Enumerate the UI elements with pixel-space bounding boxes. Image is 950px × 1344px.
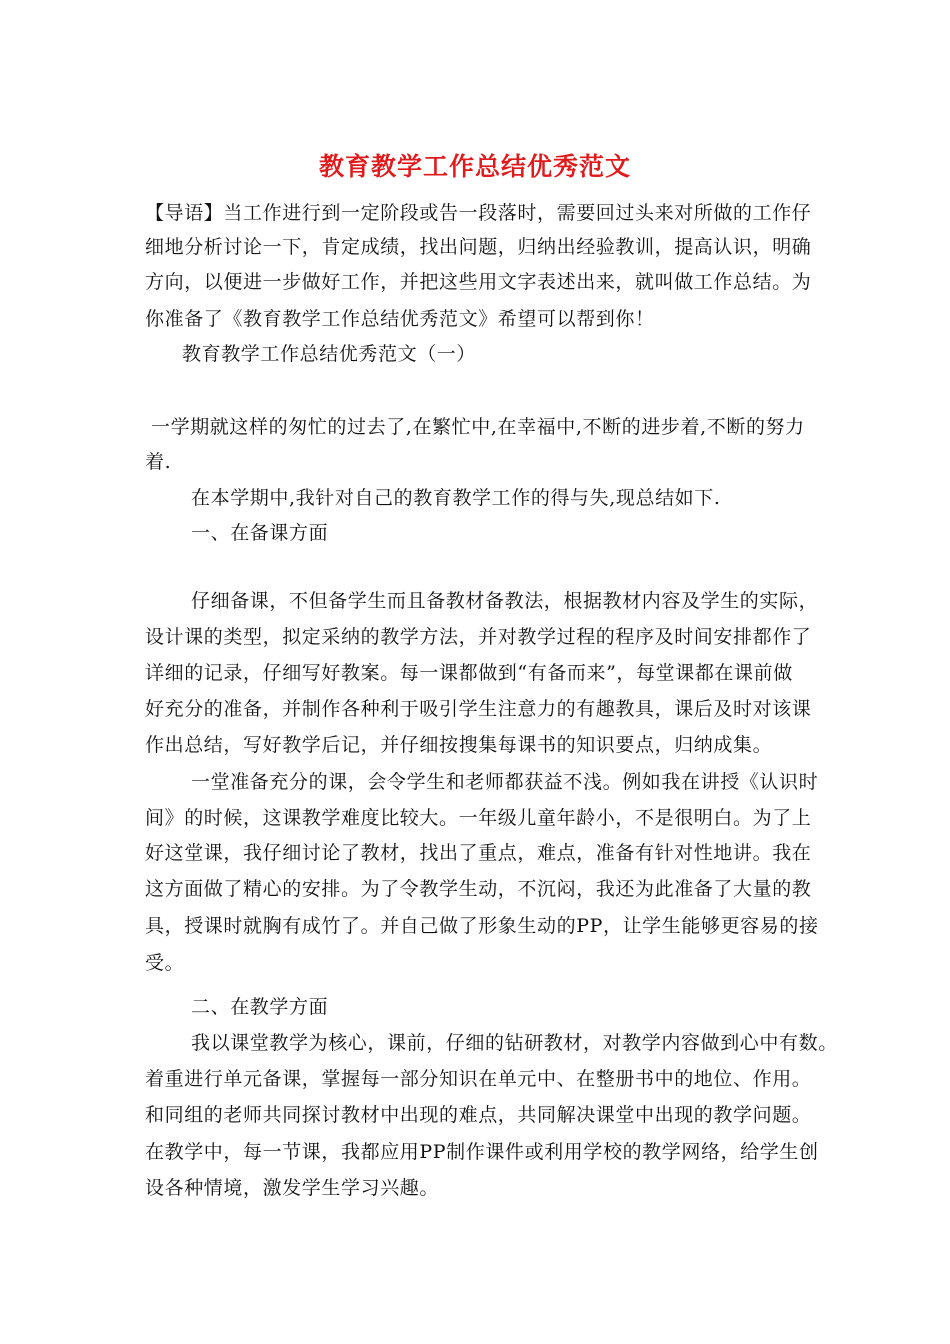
intro-line: 方向，以便进一步做好工作，并把这些用文字表述出来，就叫做工作总结。为	[145, 271, 812, 293]
opening-line: 着.	[145, 451, 172, 473]
paragraph-line: 受。	[145, 952, 185, 974]
section-heading: 二、在教学方面	[191, 996, 329, 1018]
paragraph-line: 设计课的类型，拟定采纳的教学方法，并对教学过程的程序及时间安排都作了	[145, 626, 812, 648]
paragraph-line: 在教学中，每一节课，我都应用PP制作课件或利用学校的教学网络，给学生创	[145, 1141, 819, 1163]
paragraph-line: 好这堂课，我仔细讨论了教材，找出了重点，难点，准备有针对性地讲。我在	[145, 842, 812, 864]
paragraph-line: 好充分的准备，并制作各种利于吸引学生注意力的有趣教具，课后及时对该课	[145, 698, 812, 720]
paragraph-line: 一堂准备充分的课，会令学生和老师都获益不浅。例如我在讲授《认识时	[191, 771, 819, 793]
section-heading: 一、在备课方面	[191, 522, 329, 544]
intro-line: 你准备了《教育教学工作总结优秀范文》希望可以帮到你！	[145, 308, 655, 330]
paragraph-line: 我以课堂教学为核心，课前，仔细的钻研教材，对教学内容做到心中有数。	[191, 1032, 838, 1054]
intro-line: 细地分析讨论一下，肯定成绩，找出问题，归纳出经验教训，提高认识，明确	[145, 236, 812, 258]
opening-line: 一学期就这样的匆忙的过去了,在繁忙中,在幸福中,不断的进步着,不断的努力	[151, 416, 805, 438]
document-title: 教育教学工作总结优秀范文	[318, 152, 631, 181]
intro-line: 【导语】当工作进行到一定阶段或告一段落时，需要回过头来对所做的工作仔	[145, 202, 812, 224]
summary-intro: 在本学期中,我针对自己的教育教学工作的得与失,现总结如下.	[191, 487, 721, 509]
paragraph-line: 设各种情境，激发学生学习兴趣。	[145, 1177, 440, 1199]
paragraph-line: 这方面做了精心的安排。为了令教学生动，不沉闷，我还为此准备了大量的教	[145, 878, 812, 900]
paragraph-line: 具，授课时就胸有成竹了。并自己做了形象生动的PP，让学生能够更容易的接	[145, 915, 819, 937]
paragraph-line: 和同组的老师共同探讨教材中出现的难点，共同解决课堂中出现的教学问题。	[145, 1104, 812, 1126]
section-subtitle: 教育教学工作总结优秀范文（一）	[182, 343, 477, 365]
paragraph-line: 作出总结，写好教学后记，并仔细按搜集每课书的知识要点，归纳成集。	[145, 734, 773, 756]
paragraph-line: 仔细备课，不但备学生而且备教材备教法，根据教材内容及学生的实际，	[191, 590, 819, 612]
paragraph-line: 间》的时候，这课教学难度比较大。一年级儿童年龄小，不是很明白。为了上	[145, 807, 812, 829]
paragraph-line: 详细的记录，仔细写好教案。每一课都做到“有备而来”，每堂课都在课前做	[145, 662, 793, 684]
paragraph-line: 着重进行单元备课，掌握每一部分知识在单元中、在整册书中的地位、作用。	[145, 1068, 812, 1090]
